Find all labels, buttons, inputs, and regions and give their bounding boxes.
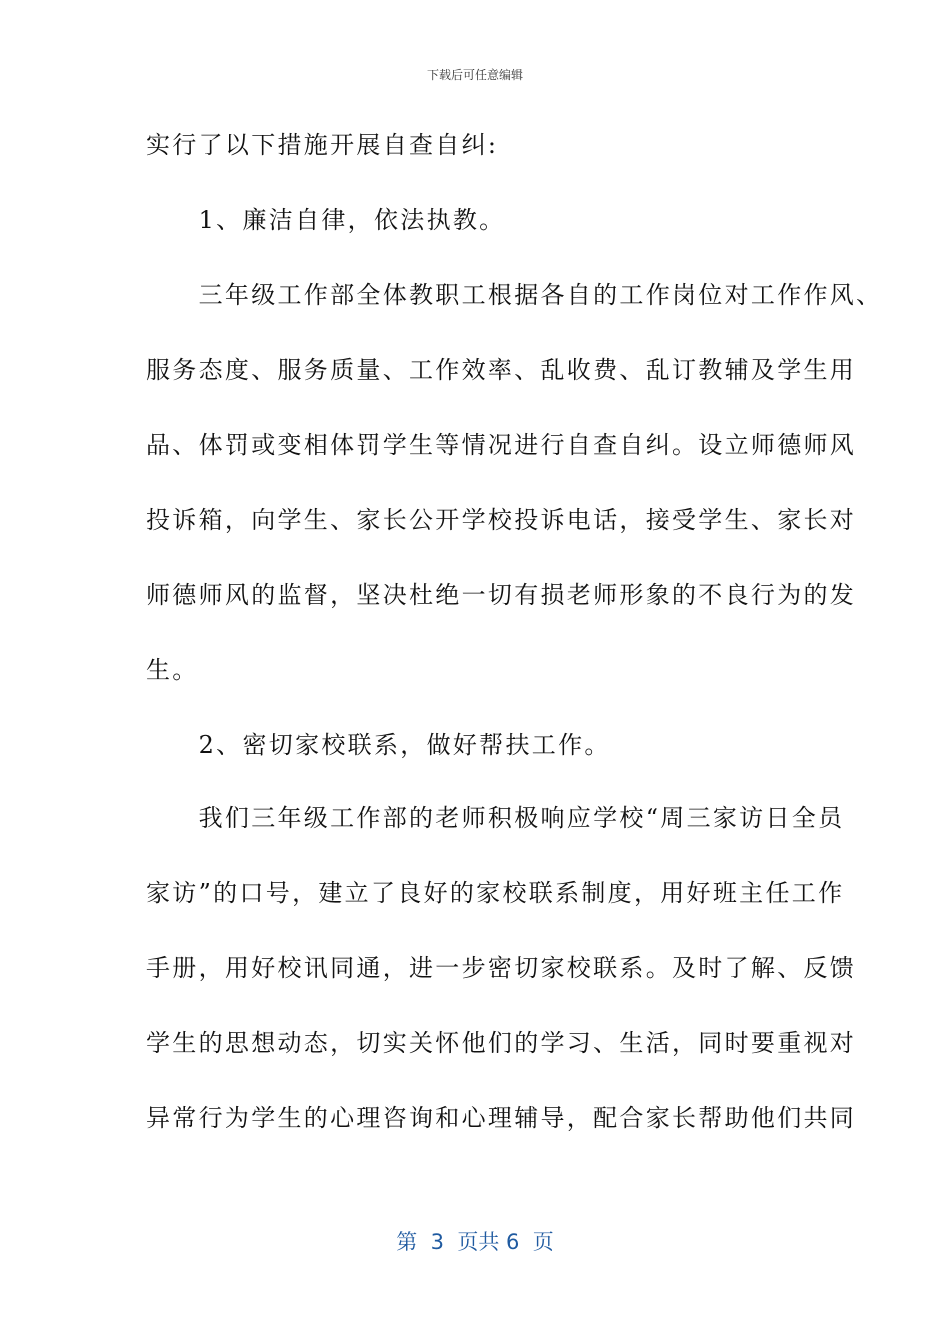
text-line: 异常行为学生的心理咨询和心理辅导，配合家长帮助他们共同 <box>146 1104 857 1132</box>
header-note: 下载后可任意编辑 <box>426 68 523 82</box>
page-number-footer: 第 3 页共 6 页 <box>396 1230 554 1254</box>
text-line: 三年级工作部全体教职工根据各自的工作岗位对工作作风、 <box>146 281 883 309</box>
text-line: 生。 <box>146 656 199 684</box>
text-line: 投诉箱，向学生、家长公开学校投诉电话，接受学生、家长对 <box>146 506 857 534</box>
text-line: 实行了以下措施开展自查自纠: <box>146 131 499 159</box>
text-line: 家访”的口号，建立了良好的家校联系制度，用好班主任工作 <box>146 879 845 907</box>
text-line: 品、体罚或变相体罚学生等情况进行自查自纠。设立师德师风 <box>146 431 857 459</box>
section-heading: 2、密切家校联系，做好帮扶工作。 <box>146 731 611 759</box>
section-heading: 1、廉洁自律，依法执教。 <box>146 206 506 234</box>
text-line: 手册，用好校讯同通，进一步密切家校联系。及时了解、反馈 <box>146 954 857 982</box>
text-line: 师德师风的监督，坚决杜绝一切有损老师形象的不良行为的发 <box>146 581 857 609</box>
text-line: 学生的思想动态，切实关怀他们的学习、生活，同时要重视对 <box>146 1029 857 1057</box>
text-line: 我们三年级工作部的老师积极响应学校“周三家访日全员 <box>146 804 845 832</box>
text-line: 服务态度、服务质量、工作效率、乱收费、乱订教辅及学生用 <box>146 356 857 384</box>
